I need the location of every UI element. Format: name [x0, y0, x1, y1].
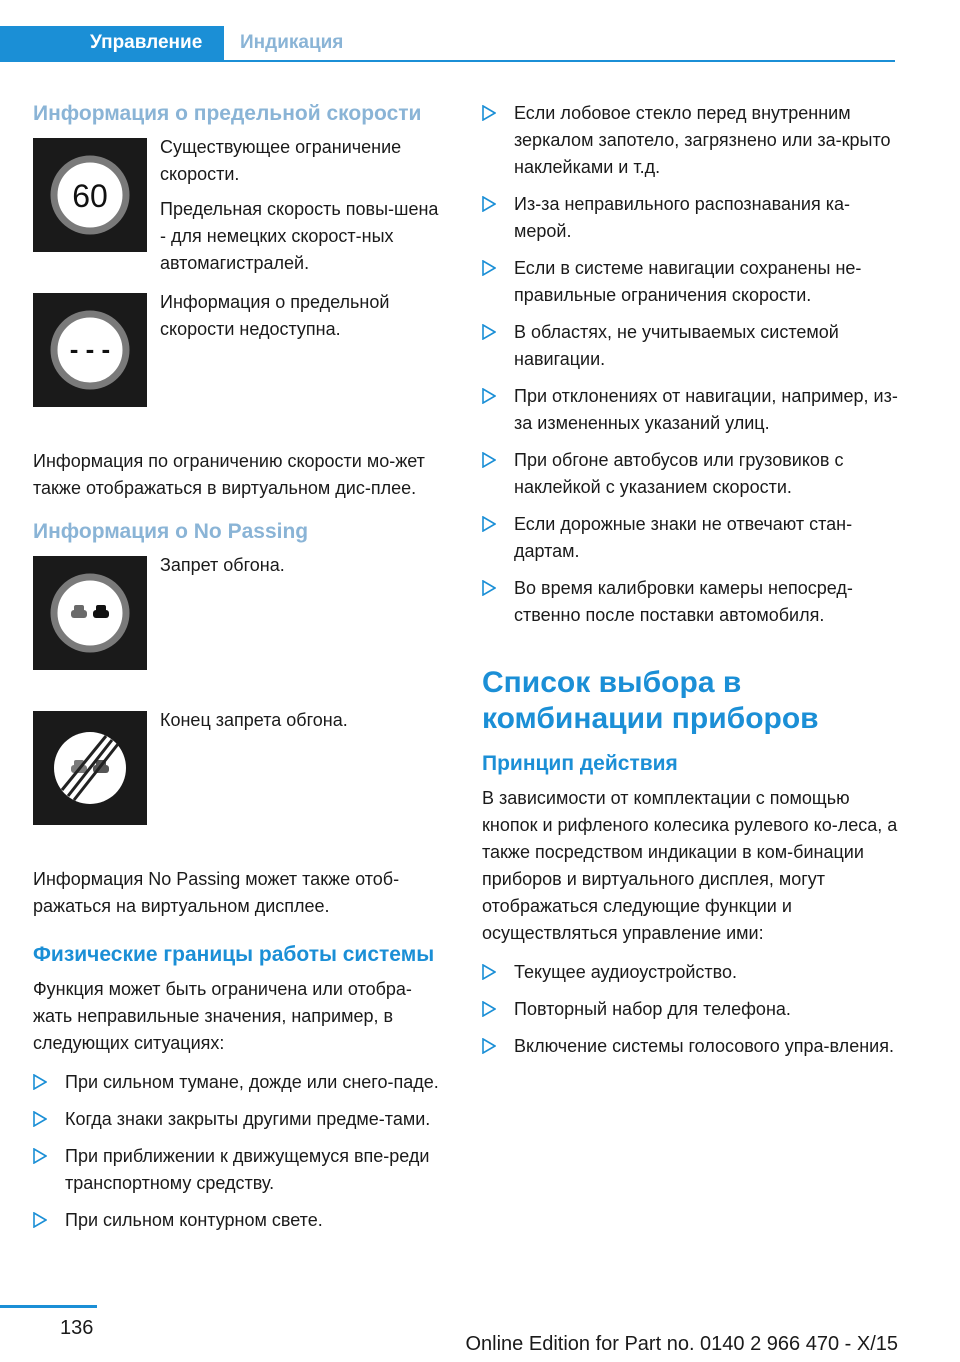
triangle-bullet-icon — [33, 1111, 47, 1127]
speed-limit-60-sign — [33, 138, 147, 252]
speed-limit-unavailable-value: - - - — [69, 334, 111, 364]
triangle-bullet-icon — [482, 1001, 496, 1017]
triangle-bullet-icon — [33, 1148, 47, 1164]
triangle-bullet-icon — [482, 260, 496, 276]
sign-row-unavailable — [33, 293, 443, 408]
physical-limits-heading: Физические границы работы системы — [33, 943, 435, 966]
triangle-bullet-icon — [482, 964, 496, 980]
list-item — [482, 996, 902, 1023]
list-item-text: Если в системе навигации сохранены не-правильные ограничения скорости. — [514, 258, 862, 305]
triangle-bullet-icon — [33, 1212, 47, 1228]
sign-row-no-passing — [33, 556, 443, 671]
sign-60-description — [160, 134, 445, 285]
list-item — [482, 100, 902, 181]
list-item-text: При сильном контурном свете. — [65, 1210, 323, 1230]
tab-controls[interactable]: Управление — [0, 26, 224, 60]
no-passing-sign — [33, 556, 147, 670]
list-item — [33, 1069, 443, 1096]
triangle-bullet-icon — [482, 580, 496, 596]
instrument-cluster-heading: Список выбора в комбинации приборов — [482, 666, 819, 735]
tab-displays[interactable]: Индикация — [240, 32, 344, 53]
left-bullet-list — [33, 1069, 443, 1234]
speed-limit-unavailable-sign — [33, 293, 147, 407]
page-number: 136 — [60, 1317, 94, 1339]
header-tabs — [0, 26, 895, 62]
speed-limit-heading: Информация о предельной скорости — [33, 102, 422, 125]
sign-row-end-no-passing — [33, 711, 443, 826]
list-item-text: Включение системы голосового упра-вления. — [514, 1036, 894, 1056]
no-passing-heading: Информация о No Passing — [33, 520, 309, 543]
list-item — [482, 255, 902, 309]
end-no-passing-text: Конец запрета обгона. — [160, 710, 348, 730]
sign-60-text-2: Предельная скорость повы-шена - для немецких скорост-ных автомагистралей. — [160, 199, 439, 273]
list-item-text: При обгоне автобусов или грузовиков с наклейкой с указанием скорости. — [514, 450, 844, 497]
list-item-text: В областях, не учитываемых системой навигации. — [514, 322, 839, 369]
triangle-bullet-icon — [482, 1038, 496, 1054]
list-item — [482, 575, 902, 629]
triangle-bullet-icon — [482, 388, 496, 404]
speed-limit-60-icon — [50, 155, 130, 235]
list-item — [482, 191, 902, 245]
list-item — [482, 1033, 902, 1060]
list-item — [482, 383, 902, 437]
end-no-passing-icon — [50, 728, 130, 808]
list-item — [33, 1106, 443, 1133]
sign-row-60 — [33, 137, 443, 273]
list-item — [482, 447, 902, 501]
right-bullet-list — [482, 100, 902, 629]
list-item — [482, 319, 902, 373]
end-no-passing-description — [160, 707, 445, 742]
list-item-text: Текущее аудиоустройство. — [514, 962, 738, 982]
triangle-bullet-icon — [482, 196, 496, 212]
sign-unavailable-text-1: Информация о предельной скорости недоступна. — [160, 292, 390, 339]
edition-footer: Online Edition for Part no. 0140 2 966 470 - X/15 — [465, 1333, 898, 1355]
list-item-text: При отклонениях от навигации, например, из-за измененных указаний улиц. — [514, 386, 898, 433]
speed-limit-value: 60 — [72, 178, 108, 214]
triangle-bullet-icon — [482, 452, 496, 468]
end-no-passing-sign — [33, 711, 147, 825]
list-item — [33, 1143, 443, 1197]
principle-heading: Принцип действия — [482, 752, 678, 775]
no-passing-display-note: Информация No Passing может также отоб-ражаться на виртуальном дисплее. — [33, 869, 400, 916]
list-item — [33, 1207, 443, 1234]
sign-unavailable-description — [160, 289, 445, 351]
no-passing-icon — [50, 573, 130, 653]
no-passing-description — [160, 552, 445, 587]
physical-limits-intro: Функция может быть ограничена или отобра-жать неправильные значения, например, в следующих ситуациях: — [33, 979, 412, 1053]
list-item-text: При сильном тумане, дожде или снего-паде. — [65, 1072, 439, 1092]
list-item-text: При приближении к движущемуся впе-реди транспортному средству. — [65, 1146, 430, 1193]
list-item-text: Во время калибровки камеры непосред-ственно после поставки автомобиля. — [514, 578, 853, 625]
left-column — [33, 100, 443, 1244]
page-number-rule — [0, 1305, 97, 1308]
right-column — [482, 100, 902, 1070]
list-item-text: Если лобовое стекло перед внутренним зеркалом запотело, загрязнено или за-крыто наклейками и т.д. — [514, 103, 891, 177]
principle-text: В зависимости от комплектации с помощью кнопок и рифленого колесика рулевого ко-леса, а также посредством индикации в ком-бинации приборов и виртуального дисплея, могут отображаться следующие функции и осуществляться управление ими: — [482, 788, 898, 943]
function-bullet-list — [482, 959, 902, 1060]
speed-limit-unavailable-icon — [50, 310, 130, 390]
list-item-text: Если дорожные знаки не отвечают стан-дартам. — [514, 514, 853, 561]
triangle-bullet-icon — [482, 324, 496, 340]
list-item-text: Когда знаки закрыты другими предме-тами. — [65, 1109, 431, 1129]
list-item — [482, 511, 902, 565]
list-item-text: Повторный набор для телефона. — [514, 999, 791, 1019]
no-passing-text: Запрет обгона. — [160, 555, 285, 575]
virtual-display-note: Информация по ограничению скорости мо-жет также отображаться в виртуальном дис-плее. — [33, 451, 425, 498]
triangle-bullet-icon — [482, 105, 496, 121]
sign-60-text-1: Существующее ограничение скорости. — [160, 137, 402, 184]
triangle-bullet-icon — [33, 1074, 47, 1090]
list-item-text: Из-за неправильного распознавания ка-мерой. — [514, 194, 850, 241]
triangle-bullet-icon — [482, 516, 496, 532]
list-item — [482, 959, 902, 986]
header-divider — [0, 60, 895, 62]
